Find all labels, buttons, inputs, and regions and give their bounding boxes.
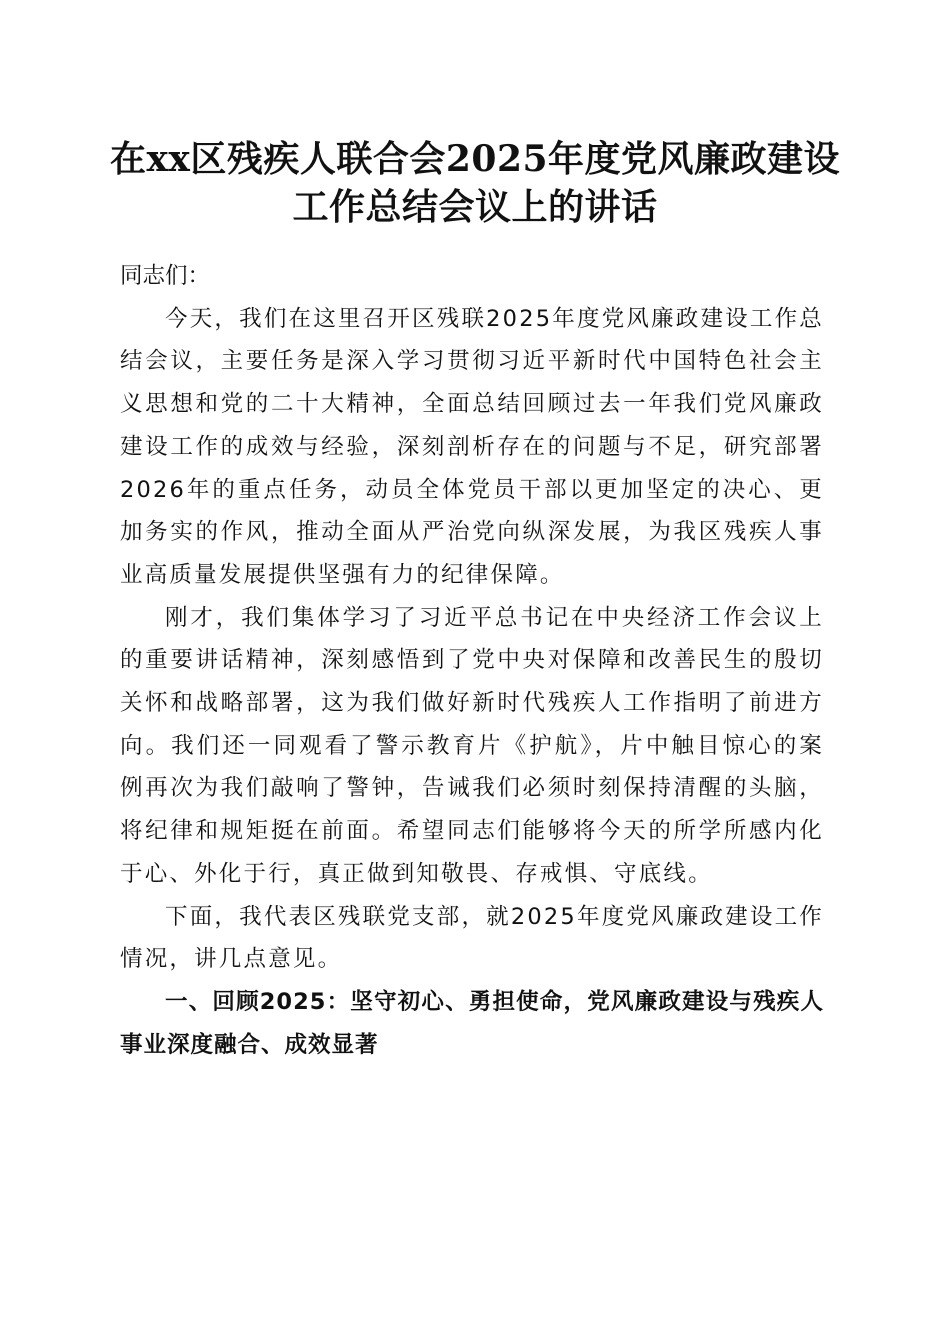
body-paragraph: 下面，我代表区残联党支部，就2025年度党风廉政建设工作情况，讲几点意见。	[120, 903, 824, 973]
body-paragraph: 刚才，我们集体学习了习近平总书记在中央经济工作会议上的重要讲话精神，深刻感悟到了党中央对保障和改善民生的殷切关怀和战略部署，这为我们做好新时代残疾人工作指明了前进方向。我们还一同观看了警示教育片《护航》，片中触目惊心的案例再次为我们敲响了警钟，告诫我们必须时刻保持清醒的头脑，将纪律和规矩挺在前面。希望同志们能够将今天的所学所感内化于心、外化于行，真正做到知敬畏、存戒惧、守底线。	[120, 604, 824, 887]
title-line-1: 在xx区残疾人联合会2025年度党风廉政建设	[109, 138, 841, 180]
document-body	[120, 255, 824, 1066]
body-paragraph: 今天，我们在这里召开区残联2025年度党风廉政建设工作总结会议，主要任务是深入学习贯彻习近平新时代中国特色社会主义思想和党的二十大精神，全面总结回顾过去一年我们党风廉政建设工作的成效与经验，深刻剖析存在的问题与不足，研究部署2026年的重点任务，动员全体党员干部以更加坚定的决心、更加务实的作风，推动全面从严治党向纵深发展，为我区残疾人事业高质量发展提供坚强有力的纪律保障。	[120, 305, 824, 588]
document-title	[60, 135, 890, 231]
salutation: 同志们：	[120, 263, 211, 289]
section-heading: 一、回顾2025：坚守初心、勇担使命，党风廉政建设与残疾人事业深度融合、成效显著	[120, 988, 824, 1058]
title-line-2: 工作总结会议上的讲话	[292, 186, 658, 228]
